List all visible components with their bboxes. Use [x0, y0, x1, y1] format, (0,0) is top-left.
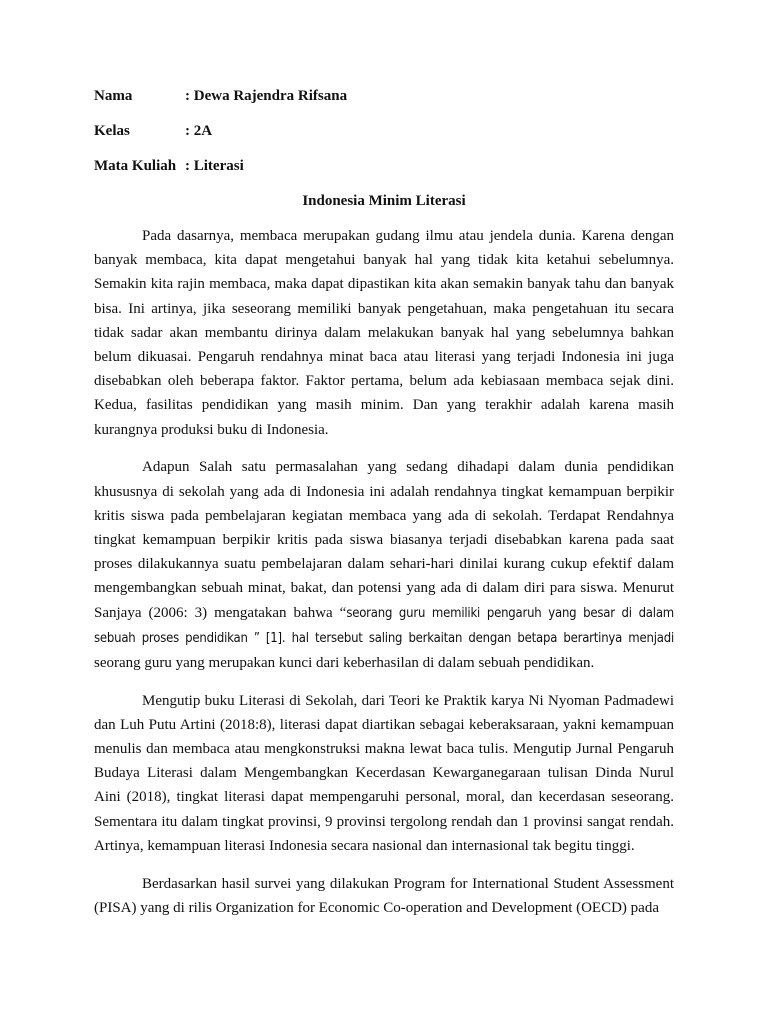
class-label: Kelas	[94, 123, 130, 139]
class-value: : 2A	[185, 123, 213, 139]
paragraph-2-quote: seorang guru memiliki pengaruh yang besar di dalam sebuah proses pendidikan ” [1]. hal tersebut saling berkaitan dengan betapa berartinya menjadi	[94, 605, 674, 646]
paragraph-2-end: seorang guru yang merupakan kunci dari keberhasilan di dalam sebuah pendidikan.	[94, 654, 595, 671]
essay-title: Indonesia Minim Literasi	[302, 193, 466, 209]
name-row	[94, 86, 347, 121]
name-label: Nama	[94, 88, 133, 104]
paragraph-2-text: Adapun Salah satu permasalahan yang sedang dihadapi dalam dunia pendidikan khususnya di sekolah yang ada di Indonesia ini adalah rendahnya tingkat kemampuan berpikir kritis siswa pada pembelajaran kegiatan membaca yang ada di sekolah. Terdapat Rendahnya tingkat kemampuan berpikir kritis pada siswa biasanya terjadi disebabkan karena pada saat proses dilakukannya suatu pembelajaran dalam sehari-hari dinilai kurang cukup efektif dalam mengembangkan sebuah minat, bakat, dan potensi yang ada di dalam diri para siswa. Menurut Sanjaya (2006: 3) mengatakan bahwa “	[94, 459, 674, 621]
course-label: Mata Kuliah	[94, 158, 177, 174]
paragraph-2	[94, 455, 674, 675]
student-info	[94, 86, 347, 191]
essay-body	[94, 224, 674, 920]
paragraph-1: Pada dasarnya, membaca merupakan gudang ilmu atau jendela dunia. Karena dengan banyak membaca, kita dapat mengetahui banyak hal yang tidak kita ketahui sebelumnya. Semakin kita rajin membaca, maka dapat dipastikan kita akan semakin banyak tahu dan banyak bisa. Ini artinya, jika seseorang memiliki banyak pengetahuan, maka pengetahuan itu secara tidak sadar akan membantu dirinya dalam melakukan banyak hal yang sebelumnya bahkan belum dikuasai. Pengaruh rendahnya minat baca atau literasi yang terjadi Indonesia ini juga disebabkan oleh beberapa faktor. Faktor pertama, belum ada kebiasaan membaca sejak dini. Kedua, fasilitas pendidikan yang masih minim. Dan yang terakhir adalah karena masih kurangnya produksi buku di Indonesia.	[94, 228, 674, 438]
paragraph-3: Mengutip buku Literasi di Sekolah, dari Teori ke Praktik karya Ni Nyoman Padmadewi dan Luh Putu Artini (2018:8), literasi dapat diartikan sebagai keberaksaraan, yakni kemampuan menulis dan membaca atau mengkonstruksi makna lewat baca tulis. Mengutip Jurnal Pengaruh Budaya Literasi dalam Mengembangkan Kecerdasan Kewarganegaraan tulisan Dinda Nurul Aini (2018), tingkat literasi dapat mempengaruhi personal, moral, dan kecerdasan seseorang. Sementara itu dalam tingkat provinsi, 9 provinsi tergolong rendah dan 1 provinsi sangat rendah. Artinya, kemampuan literasi Indonesia secara nasional dan internasional tak begitu tinggi.	[94, 692, 674, 854]
course-value: : Literasi	[185, 158, 244, 174]
class-row	[94, 121, 347, 156]
course-row	[94, 156, 347, 191]
name-value: : Dewa Rajendra Rifsana	[185, 88, 348, 104]
paragraph-4: Berdasarkan hasil survei yang dilakukan Program for International Student Assessment (PISA) yang di rilis Organization for Economic Co-operation and Development (OECD) pada	[94, 875, 674, 916]
